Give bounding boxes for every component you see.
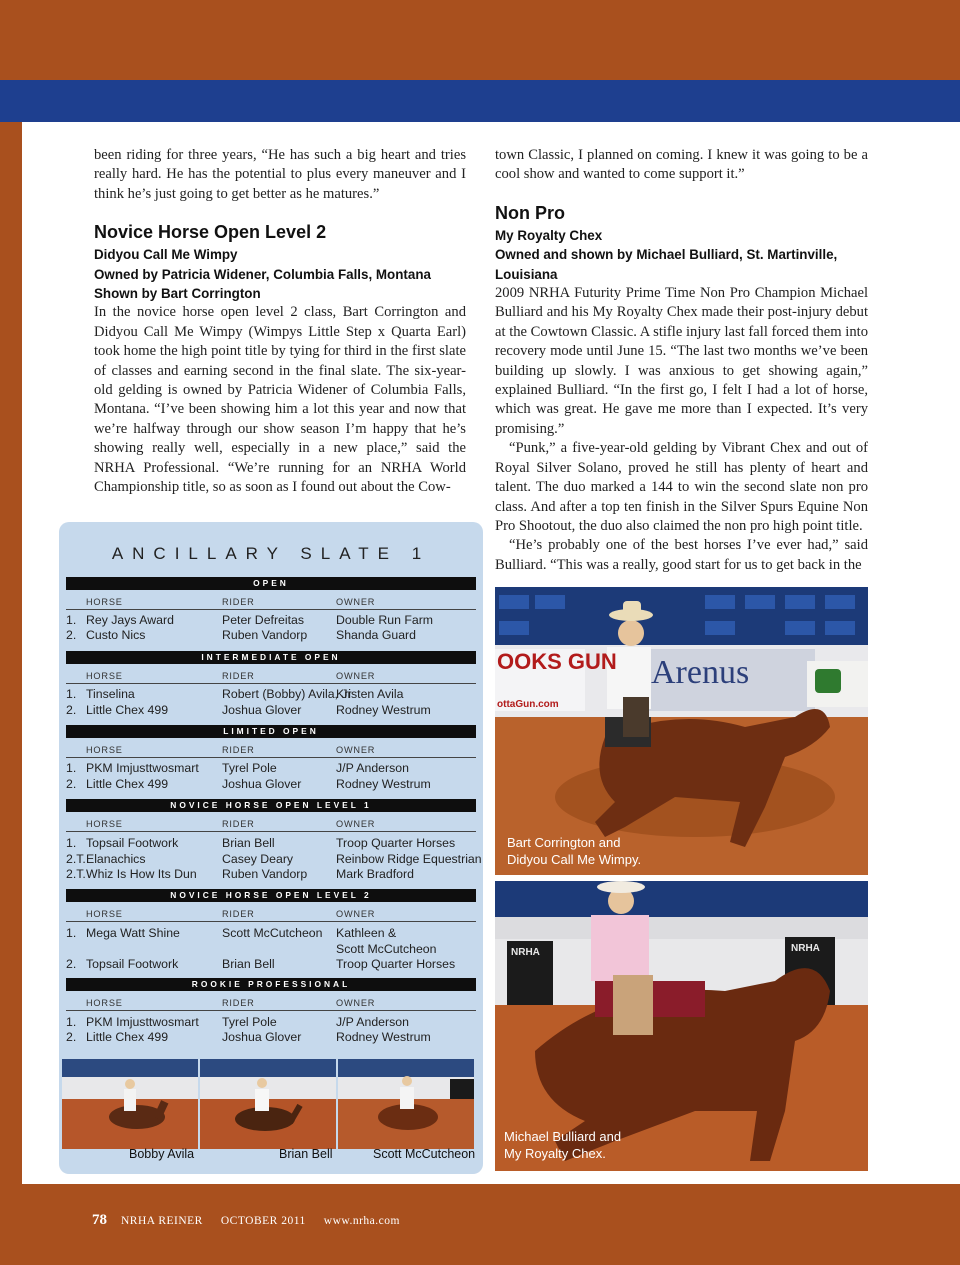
result-rider: Robert (Bobby) Avila, Jr — [222, 687, 352, 701]
result-rider: Casey Deary — [222, 852, 294, 866]
banner-arenus-text: Arenus — [651, 654, 750, 691]
result-place: 2.T. — [66, 867, 86, 881]
result-place: 2. — [66, 957, 77, 971]
result-rider: Joshua Glover — [222, 703, 302, 717]
result-rider: Tyrel Pole — [222, 1015, 277, 1029]
column-header-owner: OWNER — [336, 909, 376, 919]
result-place: 1. — [66, 687, 77, 701]
left-body-paragraph: In the novice horse open level 2 class, Bart Corrington and Didyou Call Me Wimpy (Wimpys Little Step x Quarta Earl) took home the high point title by tying for third in the first slate of classes and earning second in the final slate. The six-year-old gelding is owned by Patricia Widener of Columbia Falls, Montana. “I’ve been showing him a lot this year and now that we’re halfway through our show season I’m happy that he’s showing really well, especially in a new place,” said the NRHA Professional. “We’re running for an NRHA World Championship title, so as soon as I found out about the Cow- — [94, 304, 466, 496]
column-header-horse: HORSE — [86, 909, 123, 919]
result-place: 2. — [66, 777, 77, 791]
result-row — [66, 851, 482, 867]
top-band — [0, 0, 960, 80]
caption-scott-mccutcheon: Scott McCutcheon — [373, 1147, 476, 1161]
caption-brian-bell: Brian Bell — [279, 1147, 333, 1161]
result-owner: J/P Anderson — [336, 761, 409, 775]
result-owner: J/P Anderson — [336, 1015, 409, 1029]
photo-caption-top — [507, 834, 641, 868]
column-header-horse: HORSE — [86, 998, 123, 1008]
result-place: 1. — [66, 926, 77, 940]
column-header-rider: RIDER — [222, 745, 255, 755]
horse-name: My Royalty Chex — [495, 227, 603, 243]
result-horse: Little Chex 499 — [86, 1030, 169, 1044]
header-blue-band — [0, 80, 960, 122]
column-header-rider: RIDER — [222, 597, 255, 607]
result-rider: Brian Bell — [222, 957, 275, 971]
ancillary-slate-sidebar — [59, 522, 483, 1174]
result-place: 1. — [66, 836, 77, 850]
result-owner: Troop Quarter Horses — [336, 836, 456, 850]
column-header-horse: HORSE — [86, 819, 123, 829]
result-owner: Rodney Westrum — [336, 1030, 431, 1044]
result-row — [66, 702, 476, 718]
result-rider: Peter Defreitas — [222, 613, 305, 627]
sidebar-title: ANCILLARY SLATE 1 — [111, 544, 431, 563]
result-rider: Ruben Vandorp — [222, 867, 308, 881]
result-horse: PKM Imjusttwosmart — [86, 761, 199, 775]
page-footer — [92, 1211, 414, 1229]
photo-caption-top-line-2: Didyou Call Me Wimpy. — [507, 852, 642, 867]
column-header-owner: OWNER — [336, 998, 376, 1008]
column-headers — [66, 670, 476, 684]
horse-name: Didyou Call Me Wimpy — [94, 247, 238, 263]
result-rider: Joshua Glover — [222, 1030, 302, 1044]
class-header: LIMITED OPEN — [66, 725, 476, 738]
photo-bobby-avila — [62, 1059, 198, 1149]
column-header-owner: OWNER — [336, 819, 376, 829]
column-header-horse: HORSE — [86, 671, 123, 681]
magazine-name: NRHA REINER — [121, 1215, 203, 1227]
result-row — [66, 776, 476, 792]
column-headers — [66, 744, 476, 758]
result-owner: Scott McCutcheon — [336, 942, 437, 956]
left-column — [94, 146, 466, 498]
result-owner: Kristen Avila — [336, 687, 404, 701]
result-row — [66, 686, 476, 702]
result-rider: Brian Bell — [222, 836, 275, 850]
page-number: 78 — [92, 1212, 107, 1228]
result-horse: Rey Jays Award — [86, 613, 174, 627]
result-owner: Shanda Guard — [336, 628, 416, 642]
class-header: NOVICE HORSE OPEN LEVEL 1 — [66, 799, 476, 812]
photo-caption-bottom-line-2: My Royalty Chex. — [504, 1146, 606, 1161]
left-intro-paragraph: been riding for three years, “He has such a big heart and tries really hard. He has the potential to plus every maneuver and I think he’s just going to get better as he matures.” — [94, 147, 466, 202]
class-header: ROOKIE PROFESSIONAL — [66, 978, 476, 991]
owner-line: Owned by Patricia Widener, Columbia Falls, Montana — [94, 266, 431, 282]
right-body-paragraph-2: “Punk,” a five-year-old gelding by Vibrant Chex and out of Royal Silver Solano, proved he still has plenty of heart and talent. The duo marked a 144 to win the second slate non pro class. And after a top ten finish in the Silver Spurs Equine Non Pro Shootout, the duo also claimed the non pro high point title. — [495, 440, 868, 534]
result-owner: Rodney Westrum — [336, 703, 431, 717]
issue-date: OCTOBER 2011 — [220, 1215, 306, 1227]
result-row — [66, 956, 476, 972]
result-owner: Kathleen & — [336, 926, 397, 940]
result-place: 2. — [66, 628, 77, 642]
shown-by-line: Shown by Bart Corrington — [94, 286, 261, 302]
result-rider: Tyrel Pole — [222, 761, 277, 775]
photo-caption-bottom-line-1: Michael Bulliard and — [504, 1129, 622, 1144]
result-horse: Little Chex 499 — [86, 703, 169, 717]
result-owner: Mark Bradford — [336, 867, 414, 881]
column-header-rider: RIDER — [222, 909, 255, 919]
owner-line: Owned and shown by Michael Bulliard, St. Martinville, Louisiana — [495, 247, 838, 282]
class-header: OPEN — [66, 577, 476, 590]
result-rider: Joshua Glover — [222, 777, 302, 791]
right-body-paragraph-1: 2009 NRHA Futurity Prime Time Non Pro Champion Michael Bulliard and his My Royalty Chex made their post-injury debut at the Cowtown Classic. A stifle injury last fall forced them into recovery mode until June 15. “The last two months we’ve been building up slowly. I was anxious to get showing again,” explained Bulliard. “In the first go, I felt I had a lot of horse, which was great. He gave me more than I expected. It’s very promising.” — [495, 285, 868, 437]
photo-caption-top-line-1: Bart Corrington and — [507, 835, 621, 850]
result-rider: Ruben Vandorp — [222, 628, 308, 642]
column-headers — [66, 908, 476, 922]
right-body-paragraph-3: “He’s probably one of the best horses I’ve ever had,” said Bulliard. “This was a really, good start for us to get back in the — [495, 537, 868, 573]
column-headers — [66, 818, 476, 832]
result-owner: Troop Quarter Horses — [336, 957, 456, 971]
result-row — [66, 941, 476, 957]
result-row — [66, 925, 476, 941]
result-rider: Scott McCutcheon — [222, 926, 323, 940]
class-header: NOVICE HORSE OPEN LEVEL 2 — [66, 889, 476, 902]
website-link[interactable]: www.nrha.com — [323, 1215, 400, 1227]
result-horse: Topsail Footwork — [86, 836, 179, 850]
result-place: 2. — [66, 703, 77, 717]
right-intro-paragraph: town Classic, I planned on coming. I knew it was going to be a cool show and wanted to come support it.” — [495, 147, 868, 183]
result-owner: Double Run Farm — [336, 613, 434, 627]
result-owner: Reinbow Ridge Equestrian — [336, 852, 482, 866]
column-header-owner: OWNER — [336, 671, 376, 681]
result-row — [66, 627, 476, 643]
result-place: 2. — [66, 1030, 77, 1044]
result-horse: Whiz Is How Its Dun — [86, 867, 197, 881]
column-header-horse: HORSE — [86, 597, 123, 607]
column-header-rider: RIDER — [222, 819, 255, 829]
result-place: 1. — [66, 761, 77, 775]
column-headers — [66, 596, 476, 610]
column-header-horse: HORSE — [86, 745, 123, 755]
result-horse: Custo Nics — [86, 628, 146, 642]
result-horse: PKM Imjusttwosmart — [86, 1015, 199, 1029]
result-row — [66, 835, 476, 851]
result-row — [66, 1014, 476, 1030]
result-row — [66, 1029, 476, 1045]
photo-scott-mccutcheon — [338, 1059, 474, 1149]
result-horse: Little Chex 499 — [86, 777, 169, 791]
photo-caption-bottom — [504, 1128, 621, 1162]
class-header: INTERMEDIATE OPEN — [66, 651, 476, 664]
column-header-rider: RIDER — [222, 671, 255, 681]
result-place: 2.T. — [66, 852, 86, 866]
result-horse: Elanachics — [86, 852, 146, 866]
result-row — [66, 760, 476, 776]
right-column — [495, 146, 868, 575]
result-horse: Topsail Footwork — [86, 957, 179, 971]
nrha-sign-right: NRHA — [791, 943, 820, 954]
result-row — [66, 866, 476, 882]
column-header-rider: RIDER — [222, 998, 255, 1008]
result-horse: Mega Watt Shine — [86, 926, 180, 940]
banner-left-small-text: ottaGun.com — [497, 699, 559, 710]
photo-brian-bell — [200, 1059, 336, 1149]
result-row — [66, 612, 476, 628]
result-horse: Tinselina — [86, 687, 135, 701]
column-header-owner: OWNER — [336, 597, 376, 607]
result-owner: Rodney Westrum — [336, 777, 431, 791]
banner-left-text: OOKS GUN — [497, 649, 617, 674]
photo-bart-corrington — [495, 587, 868, 875]
nrha-sign-left: NRHA — [511, 947, 540, 958]
caption-bobby-avila: Bobby Avila — [129, 1147, 195, 1161]
section-title-non-pro: Non Pro — [495, 202, 565, 223]
section-title-novice-horse: Novice Horse Open Level 2 — [94, 222, 327, 243]
column-header-owner: OWNER — [336, 745, 376, 755]
result-place: 1. — [66, 1015, 77, 1029]
photo-michael-bulliard — [495, 881, 868, 1171]
result-place: 1. — [66, 613, 77, 627]
column-headers — [66, 997, 476, 1011]
